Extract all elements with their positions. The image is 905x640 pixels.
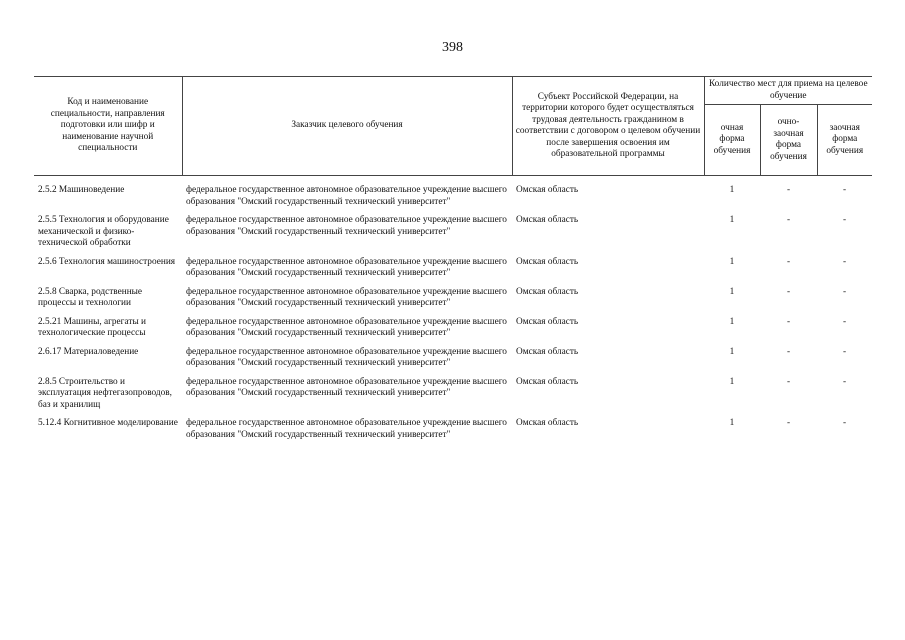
- distance-cell: -: [842, 418, 847, 428]
- specialty-cell: 2.5.21 Машины, агрегаты и технологические процессы: [38, 316, 146, 338]
- full-time-cell: 1: [729, 346, 735, 357]
- full-time-cell: 1: [729, 256, 735, 267]
- part-time-cell: -: [786, 185, 791, 195]
- specialty-cell: 2.6.17 Материаловедение: [38, 346, 139, 357]
- customer-cell: федеральное государственное автономное образовательное учреждение высшего образования "Омский государственный технический университет": [186, 346, 507, 368]
- region-cell: Омская область: [516, 185, 579, 195]
- specialty-cell: 2.5.5 Технология и оборудование механической и физико-технической обработки: [38, 215, 169, 248]
- part-time-cell: -: [786, 286, 791, 297]
- header-places: Количество мест для приема на целевое обучение: [704, 77, 872, 105]
- region-cell: Омская область: [516, 286, 579, 297]
- distance-cell: -: [842, 346, 847, 357]
- table-row: [34, 214, 872, 256]
- specialty-cell: 2.5.2 Машиноведение: [38, 185, 125, 195]
- customer-cell: федеральное государственное автономное образовательное учреждение высшего образования "Омский государственный технический университет": [186, 418, 507, 440]
- customer-cell: федеральное государственное автономное образовательное учреждение высшего образования "Омский государственный технический университет": [186, 215, 507, 237]
- table-row: [34, 256, 872, 286]
- distance-cell: -: [842, 376, 847, 387]
- table-body: [34, 176, 872, 448]
- region-cell: Омская область: [516, 256, 579, 267]
- header-code: Код и наименование специальности, направления подготовки или шифр и наименование научной специальности: [34, 77, 182, 176]
- full-time-cell: 1: [729, 185, 735, 195]
- full-time-cell: 1: [729, 376, 735, 387]
- specialty-cell: 2.5.8 Сварка, родственные процессы и технологии: [38, 286, 143, 308]
- full-time-cell: 1: [729, 215, 735, 225]
- specialty-cell: 5.12.4 Когнитивное моделирование: [38, 418, 178, 428]
- specialty-cell: 2.5.6 Технология машиностроения: [38, 256, 176, 267]
- customer-cell: федеральное государственное автономное образовательное учреждение высшего образования "Омский государственный технический университет": [186, 376, 507, 398]
- region-cell: Омская область: [516, 346, 579, 357]
- customer-cell: федеральное государственное автономное образовательное учреждение высшего образования "Омский государственный технический университет": [186, 286, 507, 308]
- part-time-cell: -: [786, 215, 791, 225]
- table-row: [34, 417, 872, 447]
- table-row: [34, 316, 872, 346]
- table-row: [34, 286, 872, 316]
- header-full-time: очная форма обучения: [704, 105, 760, 176]
- region-cell: Омская область: [516, 316, 579, 327]
- customer-cell: федеральное государственное автономное образовательное учреждение высшего образования "Омский государственный технический университет": [186, 256, 507, 278]
- table-row: [34, 346, 872, 376]
- distance-cell: -: [842, 316, 847, 327]
- specialty-cell: 2.8.5 Строительство и эксплуатация нефтегазопроводов, баз и хранилищ: [38, 376, 172, 410]
- distance-cell: -: [842, 215, 847, 225]
- distance-cell: -: [842, 286, 847, 297]
- full-time-cell: 1: [729, 316, 735, 327]
- part-time-cell: -: [786, 346, 791, 357]
- quota-table: [34, 76, 872, 447]
- customer-cell: федеральное государственное автономное образовательное учреждение высшего образования "Омский государственный технический университет": [186, 185, 507, 207]
- part-time-cell: -: [786, 376, 791, 387]
- region-cell: Омская область: [516, 376, 579, 387]
- part-time-cell: -: [786, 316, 791, 327]
- distance-cell: -: [842, 256, 847, 267]
- full-time-cell: 1: [729, 286, 735, 297]
- distance-cell: -: [842, 185, 847, 195]
- table-header: [34, 77, 872, 176]
- region-cell: Омская область: [516, 215, 579, 225]
- header-distance: заочная форма обучения: [817, 105, 872, 176]
- table-row: [34, 376, 872, 418]
- region-cell: Омская область: [516, 418, 579, 428]
- table-row: [34, 184, 872, 214]
- part-time-cell: -: [786, 418, 791, 428]
- header-customer: Заказчик целевого обучения: [182, 77, 512, 176]
- customer-cell: федеральное государственное автономное образовательное учреждение высшего образования "Омский государственный технический университет": [186, 316, 507, 338]
- part-time-cell: -: [786, 256, 791, 267]
- page-number: 398: [442, 40, 463, 55]
- header-part-time: очно-заочная форма обучения: [760, 105, 817, 176]
- header-region: Субъект Российской Федерации, на территории которого будет осуществляться трудовая деятельность гражданином в соответствии с договором о целевом обучении после завершения освоения им образовательной программы: [512, 77, 704, 176]
- full-time-cell: 1: [729, 418, 735, 428]
